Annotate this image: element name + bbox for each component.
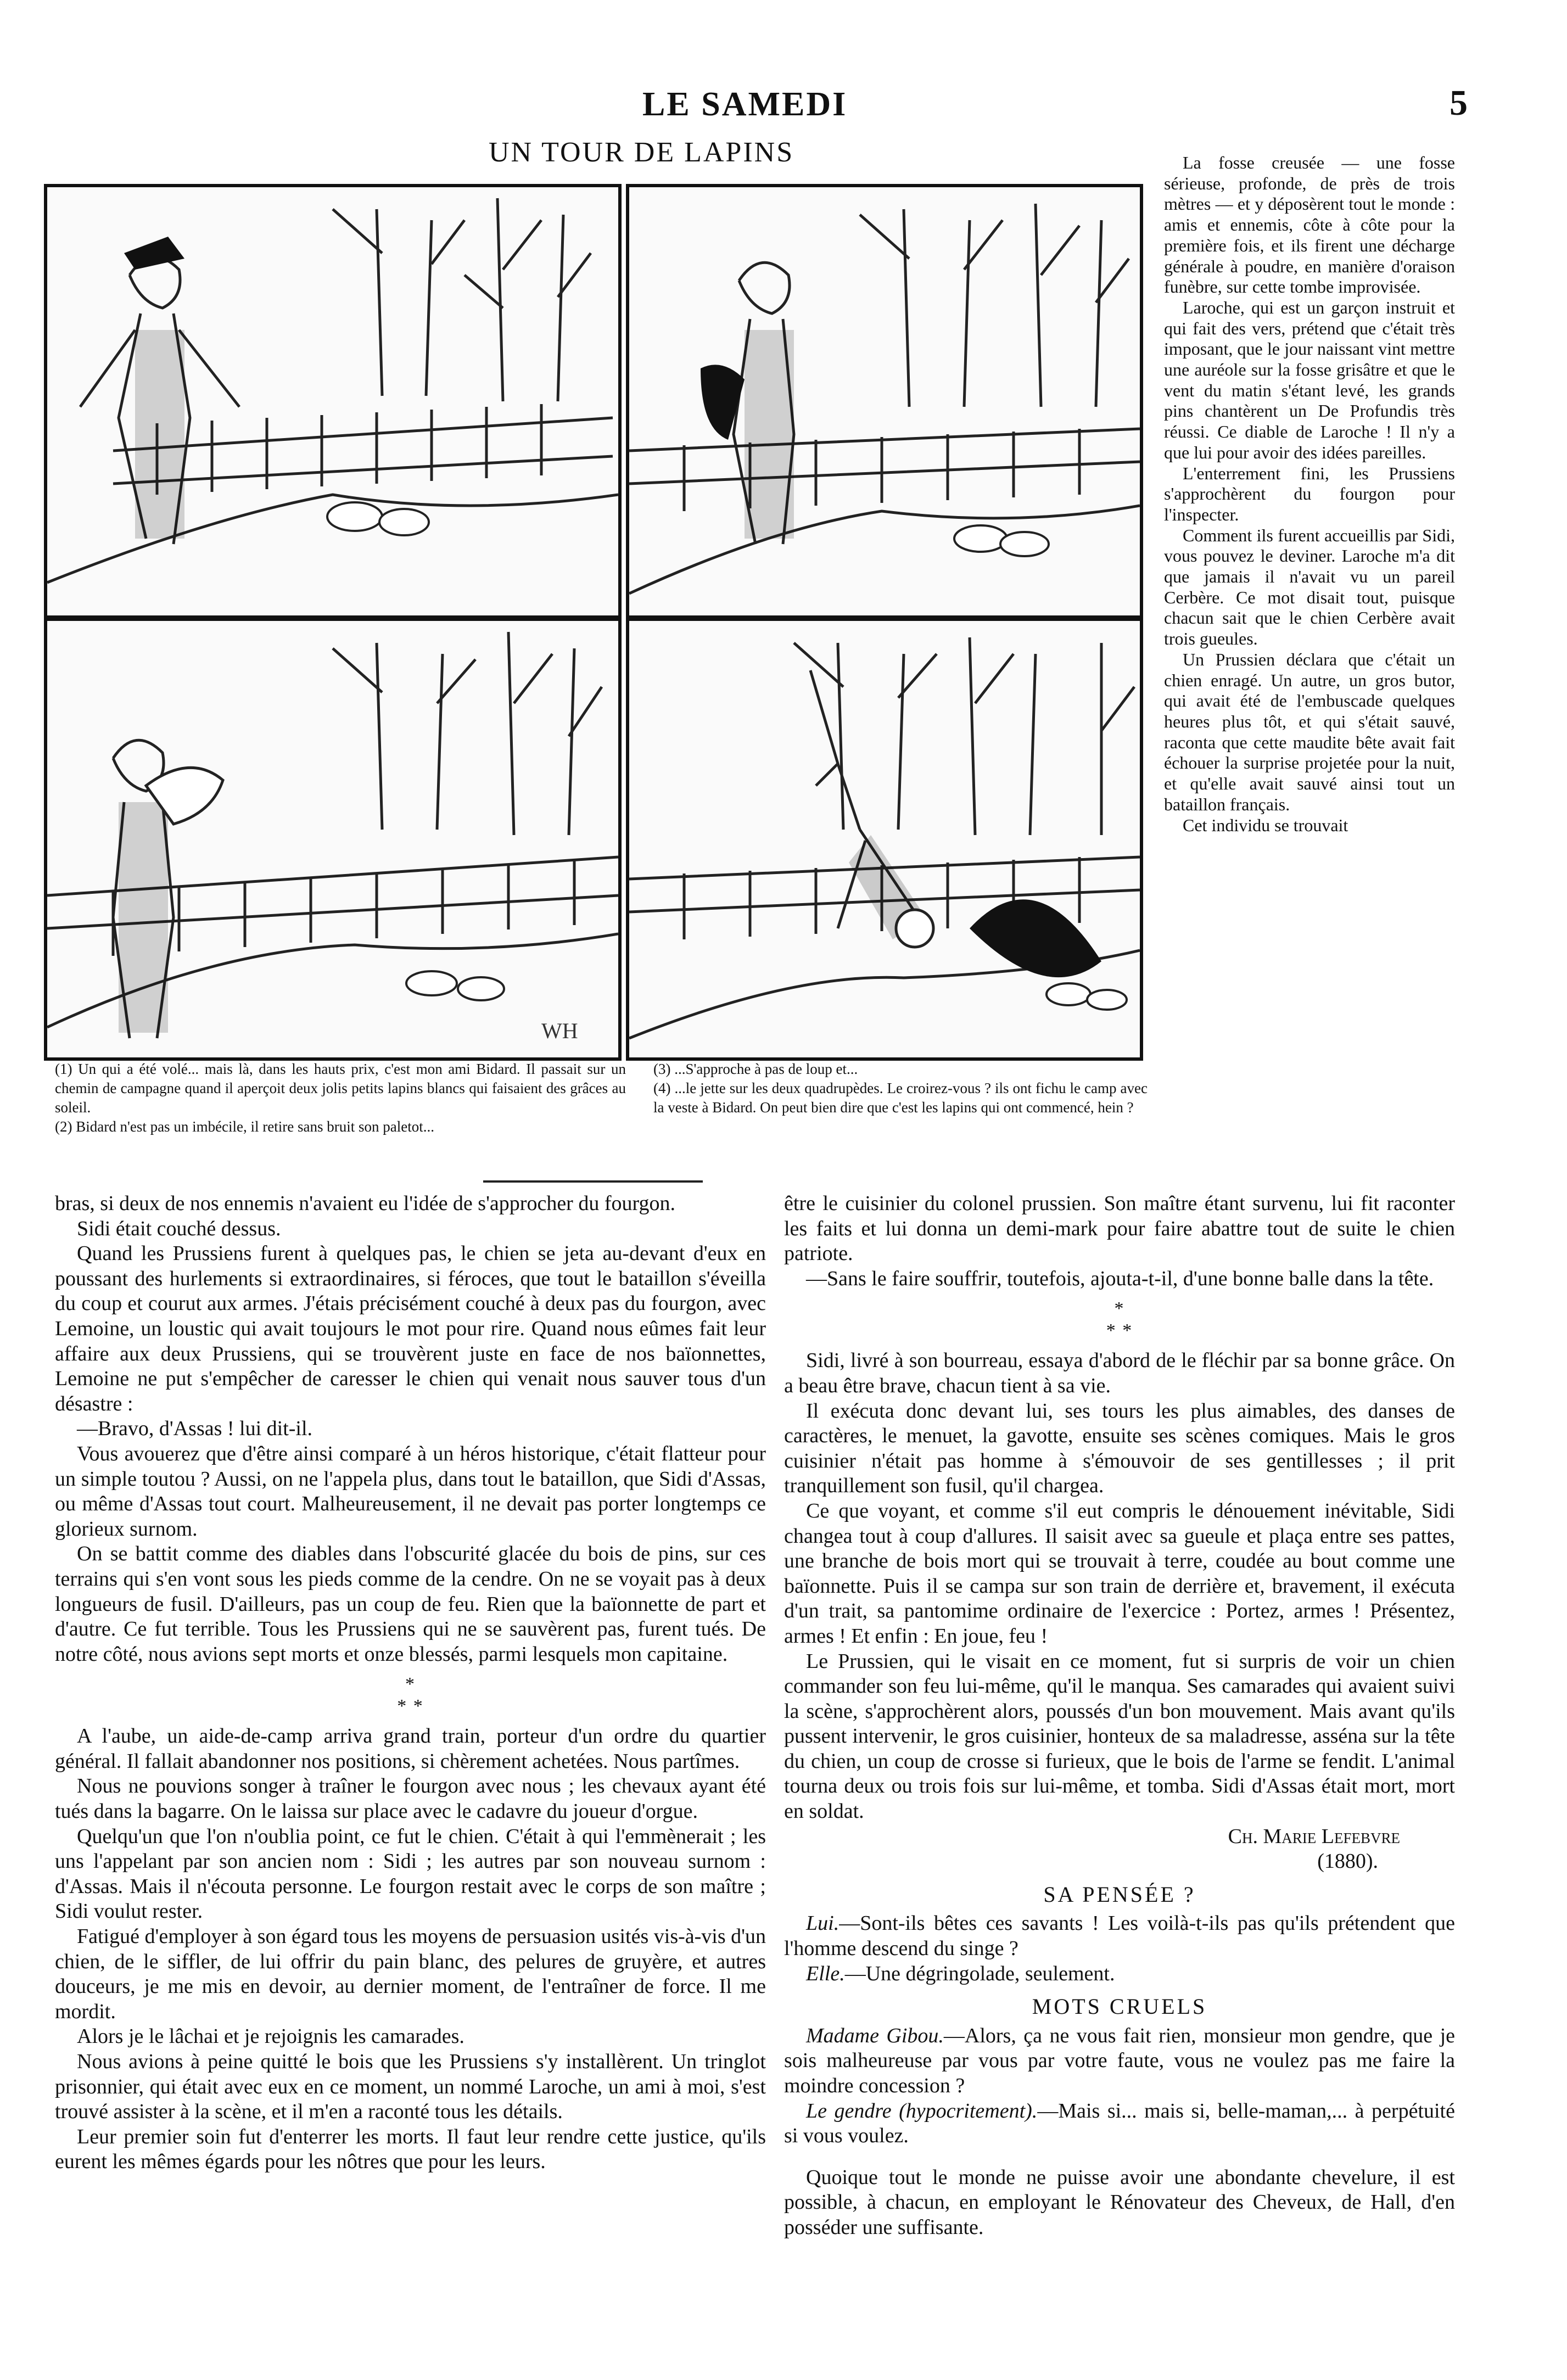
paragraph: Nous ne pouvions songer à traîner le fourgon avec nous ; les chevaux ayant été tués dans la bagarre. On le laissa sur place avec le cadavre du joueur d'orgue. — [55, 1774, 766, 1823]
speaker-label: Lui. — [806, 1912, 840, 1935]
panel-2-illustration — [47, 621, 618, 1057]
caption-left — [55, 1060, 626, 1136]
artist-signature: WH — [541, 1018, 578, 1043]
paragraph: Alors je le lâchai et je rejoignis les camarades. — [77, 2025, 464, 2048]
paragraph: Leur premier soin fut d'enterrer les morts. Il faut leur rendre cette justice, qu'ils eurent les mêmes égards pour les nôtres que pour les leurs. — [55, 2125, 766, 2174]
dialogue-text: —Sont-ils bêtes ces savants ! Les voilà-t-ils pas qu'ils prétendent que l'homme descend du singe ? — [784, 1912, 1455, 1961]
comic-panel-4 — [626, 618, 1143, 1061]
paragraph: Vous avouerez que d'être ainsi comparé à un héros historique, c'était flatteur pour un simple toutou ? Aussi, on ne l'appela plus, dans tout le bataillon, que Sidi d'Assas, ou même d'Assas tout court. Malheureusement, il ne devait pas porter longtemps ce glorieux surnom. — [55, 1442, 766, 1541]
paragraph: Comment ils furent accueillis par Sidi, vous pouvez le deviner. Laroche m'a dit que jamais il n'avait vu un pareil Cerbère. Ce mot disait tout, puisque chacun sait que le chien Cerbère avait trois gueules. — [1164, 525, 1455, 649]
dialogue-line — [784, 2099, 1455, 2149]
dialogue-text: —Alors, ça ne vous fait rien, monsieur mon gendre, que je sois malheureuse par vous par votre faute, vous ne voulez pas me faire la moindre concession ? — [784, 2024, 1455, 2097]
masthead: LE SAMEDI — [642, 86, 848, 123]
paragraph: Un Prussien déclara que c'était un chien enragé. Un autre, un gros butor, qui avait été de l'embuscade quelques heures plus tôt, et qui s'était sauvé, raconta que cette maudite bête avait fait échouer la surprise projetée pour la nuit, et qu'elle avait sauvé ainsi tout un bataillon français. — [1164, 649, 1455, 814]
advertisement: Quoique tout le monde ne puisse avoir une abondante chevelure, il est possible, à chacun, en employant le Rénovateur des Cheveux, de Hall, d'en posséder une suffisante. — [784, 2165, 1455, 2239]
comic-panel-2 — [626, 184, 1143, 619]
paragraph: Ce que voyant, et comme s'il eut compris le dénouement inévitable, Sidi changea tout à coup d'allures. Il saisit avec sa gueule et plaça entre ses pattes, une branche de bois mort qui se trouvait à terre, coudée au bout comme une baïonnette. Puis il se campa sur son train de derrière et, bravement, il exécuta d'un trait, sa pantomime ordinaire de l'exercice : Portez, armes ! Présentez, armes ! Et enfin : En joue, feu ! — [784, 1499, 1455, 1648]
panel-3-illustration — [629, 187, 1140, 615]
speaker-label: Madame Gibou. — [806, 2024, 944, 2047]
comic-panel-3 — [44, 618, 622, 1061]
dialogue-text: —Une dégringolade, seulement. — [844, 1962, 1115, 1985]
paragraph: A l'aube, un aide-de-camp arriva grand train, porteur d'un ordre du quartier général. Il fallait abandonner nos positions, si chèrement achetées. Nous partîmes. — [55, 1724, 766, 1773]
middle-column — [784, 1191, 1455, 2241]
dialogue-line — [784, 2024, 1455, 2099]
paragraph: Fatigué d'employer à son égard tous les moyens de persuasion usités vis-à-vis d'un chien, de le siffler, de lui offrir du pain blanc, des pelures de gruyère, et autres douceurs, je me mis en devoir, au dernier moment, de l'entraîner de force. Il me mordit. — [55, 1925, 766, 2023]
paragraph: Le Prussien, qui le visait en ce moment, fut si surpris de voir un chien commander son feu lui-même, qu'il le manqua. Ses camarades qui avaient suivi la scène, s'approchèrent alors, poussés d'un bon mouvement. Mais avant qu'ils pussent intervenir, le gros cuisinier, honteux de sa maladresse, asséna sur la tête du chien, un coup de crosse si furieux, que le bois de l'arme se fendit. L'animal tourna deux ou trois fois sur lui-même, et tomba. Sidi d'Assas était mort, mort en soldat. — [784, 1649, 1455, 1823]
paragraph: La fosse creusée — une fosse sérieuse, profonde, de près de trois mètres — et y déposèrent tout le monde : amis et ennemis, côte à côte pour la première fois, et ils firent une décharge générale à poudre, en manière d'oraison funèbre, sur cette tombe improvisée. — [1164, 153, 1455, 297]
panel-1-illustration — [47, 187, 618, 615]
left-column — [55, 1191, 766, 2175]
author-year: (1880). — [1317, 1850, 1378, 1873]
paragraph: bras, si deux de nos ennemis n'avaient eu l'idée de s'approcher du fourgon. — [55, 1192, 675, 1215]
panel-4-illustration — [629, 621, 1140, 1057]
author-signature: Ch. Marie Lefebvre — [1228, 1824, 1400, 1848]
speaker-label: Le gendre (hypocritement). — [806, 2099, 1038, 2123]
dialogue-line — [784, 1911, 1455, 1961]
comic-title: UN TOUR DE LAPINS — [489, 137, 794, 168]
paragraph: Quand les Prussiens furent à quelques pas, le chien se jeta au-devant d'eux en poussant des hurlements si extraordinaires, si féroces, que tout le bataillon s'éveilla du coup et courut aux armes. J'étais précisément couché à deux pas du fourgon, avec Lemoine, un loustic qui avait toujours le mot pour rire. Quand nous eûmes fait leur affaire aux deux Prussiens, qui se trouvèrent juste en face de nos baïonnettes, Lemoine ne put s'empêcher de caresser le chien qui venait nous sauver tous d'un désastre : — [55, 1242, 766, 1415]
caption-right — [653, 1060, 1148, 1117]
caption-divider — [483, 1180, 703, 1183]
paragraph: Sidi était couché dessus. — [77, 1217, 281, 1240]
paragraph: —Bravo, d'Assas ! lui dit-il. — [77, 1417, 313, 1441]
paragraph: —Sans le faire souffrir, toutefois, ajouta-t-il, d'une bonne balle dans la tête. — [806, 1267, 1434, 1290]
paragraph: Quelqu'un que l'on n'oublia point, ce fut le chien. C'était à qui l'emmènerait ; les uns l'appelant par son ancien nom : Sidi ; les autres par son nouveau surnom : d'Assas. Mais il n'écouta personne. Le fourgon restait avec le corps de son maître ; Sidi voulut rester. — [55, 1824, 766, 1923]
paragraph: Sidi, livré à son bourreau, essaya d'abord de le fléchir par sa bonne grâce. On a beau être brave, chacun tient à sa vie. — [784, 1349, 1455, 1397]
speaker-label: Elle. — [806, 1962, 845, 1985]
caption-1: (1) Un qui a été volé... mais là, dans les hauts prix, c'est mon ami Bidard. Il passait sur un chemin de campagne quand il aperçoit deux jolis petits lapins blancs qui faisaient des grâces au soleil. — [55, 1061, 626, 1116]
paragraph: Cet individu se trouvait — [1183, 815, 1348, 835]
paragraph: Il exécuta donc devant lui, ses tours les plus aimables, des danses de caractères, le menuet, la gavotte, ensuite ses scènes comiques. Mais le gros cuisinier n'était pas homme à s'émouvoir de ses gentillesses ; il prit tranquillement son fusil, qu'il chargea. — [784, 1399, 1455, 1498]
comic-panel-1 — [44, 184, 622, 619]
paragraph: Nous avions à peine quitté le bois que les Prussiens s'y installèrent. Un tringlot prisonnier, qui était avec eux en ce moment, un nommé Laroche, un ami à moi, s'est trouvé assister à la scène, et il m'en a raconté tous les détails. — [55, 2050, 766, 2124]
paragraph: L'enterrement fini, les Prussiens s'approchèrent du fourgon pour l'inspecter. — [1164, 463, 1455, 524]
mots-cruels-title: MOTS CRUELS — [1032, 1994, 1207, 2019]
dialogue-line — [784, 1962, 1455, 1987]
paragraph: être le cuisinier du colonel prussien. Son maître étant survenu, lui fit raconter les faits et lui donna un demi-mark pour faire abattre tout de suite le chien patriote. — [784, 1192, 1455, 1265]
section-stars: * * * — [397, 1674, 424, 1717]
caption-2: (2) Bidard n'est pas un imbécile, il retire sans bruit son paletot... — [55, 1118, 434, 1135]
caption-4: (4) ...le jette sur les deux quadrupèdes. Le croirez-vous ? ils ont fichu le camp avec la veste à Bidard. On peut bien dire que c'est les lapins qui ont commencé, hein ? — [653, 1080, 1148, 1116]
paragraph: On se battit comme des diables dans l'obscurité glacée du bois de pins, sur ces terrains qui s'en vont sous les pieds comme de la cendre. On ne se voyait pas à deux longueurs de fusil. D'ailleurs, pas un coup de feu. Rien que la baïonnette de part et d'autre. Ce fut terrible. Tous les Prussiens qui ne se sauvèrent pas, furent tués. De notre côté, nous avions sept morts et onze blessés, parmi lesquels mon capitaine. — [55, 1542, 766, 1666]
dialogue-text: —Mais si... mais si, belle-maman,... à perpétuité si vous voulez. — [784, 2099, 1455, 2148]
paragraph: Laroche, qui est un garçon instruit et qui fait des vers, prétend que c'était très imposant, que le jour naissant vint mettre une auréole sur la fosse grisâtre et que le vent du matin s'étant levé, les grands pins chantèrent un De Profundis très réussi. Ce diable de Laroche ! Il n'y a que lui pour avoir des idées pareilles. — [1164, 297, 1455, 462]
page-number: 5 — [1450, 83, 1468, 123]
right-column — [1164, 153, 1455, 836]
caption-3: (3) ...S'approche à pas de loup et... — [653, 1061, 858, 1077]
section-stars: * * * — [1106, 1298, 1133, 1341]
sa-pensee-title: SA PENSÉE ? — [1043, 1881, 1196, 1907]
